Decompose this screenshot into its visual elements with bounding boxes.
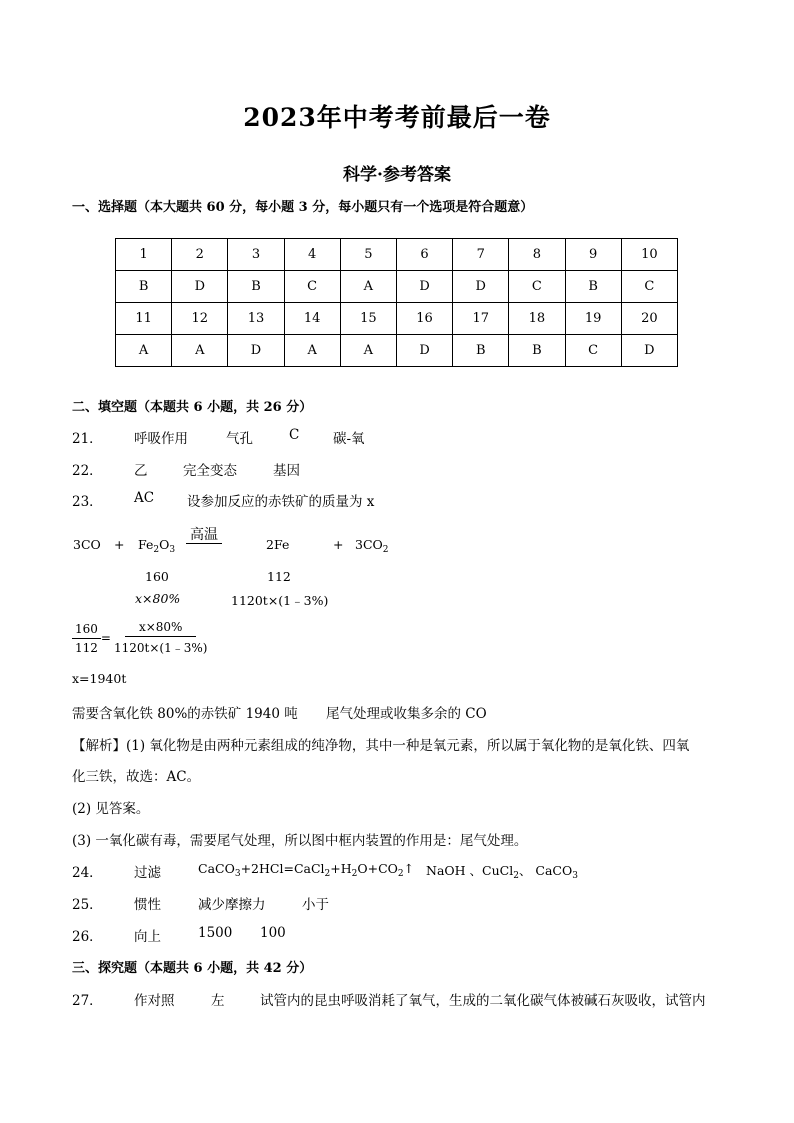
q26-answer-2: 1500 bbox=[198, 925, 233, 941]
answer-table-cell: 10 bbox=[621, 239, 677, 271]
eq24-arrow: ↑ bbox=[403, 861, 415, 876]
answer-table-cell: D bbox=[396, 335, 452, 367]
eq24-sub: 2 bbox=[324, 869, 331, 879]
fraction-right bbox=[111, 620, 210, 656]
answer-table-row bbox=[116, 271, 678, 303]
eq-plus-1: + bbox=[114, 537, 125, 552]
q22-answer-1: 乙 bbox=[134, 463, 148, 479]
q21-answer-4: 碳-氧 bbox=[333, 431, 365, 447]
eq24-part: +2HCl=CaCl bbox=[240, 861, 325, 876]
answer-table-cell: C bbox=[509, 271, 565, 303]
fe2o3-sub-3: 3 bbox=[169, 545, 176, 555]
answer-table-cell: 7 bbox=[453, 239, 509, 271]
section2-heading: 二、填空题（本题共 6 小题，共 26 分） bbox=[72, 400, 313, 415]
answer-table-row bbox=[116, 335, 678, 367]
q23-analysis-line-1: 【解析】(1) 氧化物是由两种元素组成的纯净物，其中一种是氧元素，所以属于氧化物的是氧化铁、四氧 bbox=[72, 738, 690, 754]
q22-answer-3: 基因 bbox=[273, 463, 300, 479]
q23-analysis-line-3: (2) 见答案。 bbox=[72, 801, 150, 817]
q24-answer-3 bbox=[426, 861, 578, 881]
molar-mass-fe: 112 bbox=[267, 569, 291, 584]
eq-product-fe: 2Fe bbox=[266, 537, 290, 552]
q22-answer-2: 完全变态 bbox=[183, 463, 237, 479]
answer-table-cell: 2 bbox=[172, 239, 228, 271]
q22-number: 22． bbox=[72, 463, 103, 479]
equals-sign: = bbox=[100, 631, 111, 645]
q24-number: 24． bbox=[72, 865, 103, 881]
answer-table-cell: 15 bbox=[340, 303, 396, 335]
answer-table-cell: 19 bbox=[565, 303, 621, 335]
eq24-sub: 2 bbox=[397, 869, 404, 879]
q23-answer-b: 尾气处理或收集多余的 CO bbox=[326, 706, 487, 722]
answer-table-cell: D bbox=[396, 271, 452, 303]
answer-table-cell: A bbox=[172, 335, 228, 367]
q27-answer-1: 作对照 bbox=[134, 993, 175, 1009]
answer-table-cell: C bbox=[284, 271, 340, 303]
eq24-part: O+CO bbox=[357, 861, 398, 876]
fraction-left-denominator: 112 bbox=[75, 640, 98, 655]
q25-answer-2: 减少摩擦力 bbox=[198, 897, 266, 913]
answer-table-cell: 17 bbox=[453, 303, 509, 335]
q23-number: 23． bbox=[72, 494, 103, 510]
q27-answer-3: 试管内的昆虫呼吸消耗了氧气，生成的二氧化碳气体被碱石灰吸收，试管内 bbox=[260, 993, 706, 1009]
answer-table-cell: 16 bbox=[396, 303, 452, 335]
answer-table-cell: 20 bbox=[621, 303, 677, 335]
answer-table-cell: 9 bbox=[565, 239, 621, 271]
answer-table-cell: A bbox=[116, 335, 172, 367]
eq-condition-high-temp: 高温 bbox=[190, 527, 218, 543]
mass-expression-ore: x×80% bbox=[135, 591, 181, 606]
molar-mass-fe2o3: 160 bbox=[145, 569, 169, 584]
answer-table-cell: 12 bbox=[172, 303, 228, 335]
answer-table-cell: 18 bbox=[509, 303, 565, 335]
fe2o3-o: O bbox=[159, 537, 170, 552]
q21-answer-2: 气孔 bbox=[226, 431, 253, 447]
q26-answer-3: 100 bbox=[260, 925, 286, 941]
q24-a3-sub: 2 bbox=[513, 871, 519, 881]
answer-table bbox=[115, 238, 678, 367]
eq24-part: CaCO bbox=[198, 861, 235, 876]
q24-answer-1: 过滤 bbox=[134, 865, 161, 881]
answer-table-cell: A bbox=[340, 271, 396, 303]
q24-a3-part: 、 CaCO bbox=[518, 863, 573, 878]
eq24-part: +H bbox=[330, 861, 352, 876]
eq-reaction-line bbox=[186, 543, 222, 544]
fraction-right-denominator: 1120t×(1﹣3%) bbox=[113, 641, 208, 655]
q21-number: 21． bbox=[72, 431, 103, 447]
eq-plus-2: + bbox=[333, 537, 344, 552]
eq-product-co2 bbox=[355, 537, 389, 555]
answer-table-cell: C bbox=[621, 271, 677, 303]
q25-answer-3: 小于 bbox=[302, 897, 329, 913]
q27-number: 27． bbox=[72, 993, 103, 1009]
answer-table-cell: 6 bbox=[396, 239, 452, 271]
answer-table-cell: B bbox=[228, 271, 284, 303]
answer-table-row bbox=[116, 239, 678, 271]
page-title: 2023年中考考前最后一卷 bbox=[243, 103, 551, 132]
answer-table-cell: A bbox=[340, 335, 396, 367]
eq24-sub: 3 bbox=[234, 869, 241, 879]
proportion-equation bbox=[72, 620, 210, 656]
fe2o3-sub-2: 2 bbox=[153, 545, 160, 555]
q25-answer-1: 惯性 bbox=[134, 897, 161, 913]
mass-expression-iron: 1120t×(1﹣3%) bbox=[231, 593, 329, 608]
q23-analysis-line-2: 化三铁，故选：AC。 bbox=[72, 769, 201, 785]
eq-reactant-co: 3CO bbox=[73, 537, 101, 552]
answer-table-cell: D bbox=[172, 271, 228, 303]
co2-sub-2: 2 bbox=[382, 545, 389, 555]
eq24-sub: 2 bbox=[351, 869, 358, 879]
answer-table-cell: 14 bbox=[284, 303, 340, 335]
answer-table-cell: B bbox=[565, 271, 621, 303]
fraction-left-numerator: 160 bbox=[72, 622, 101, 639]
q25-number: 25． bbox=[72, 897, 103, 913]
q24-a3-part: NaOH 、CuCl bbox=[426, 863, 514, 878]
q23-answer-a: 需要含氧化铁 80%的赤铁矿 1940 吨 bbox=[72, 706, 298, 722]
q23-analysis-line-4: (3) 一氧化碳有毒，需要尾气处理，所以图中框内装置的作用是：尾气处理。 bbox=[72, 833, 528, 849]
fraction-left bbox=[72, 622, 101, 655]
answer-table-cell: 1 bbox=[116, 239, 172, 271]
answer-table-cell: 13 bbox=[228, 303, 284, 335]
answer-table-cell: D bbox=[453, 271, 509, 303]
co2-co: 3CO bbox=[355, 537, 383, 552]
answer-table-cell: 5 bbox=[340, 239, 396, 271]
q23-answer-1: AC bbox=[134, 490, 155, 506]
page-subtitle: 科学·参考答案 bbox=[343, 165, 451, 185]
answer-table-cell: D bbox=[621, 335, 677, 367]
answer-table-cell: B bbox=[116, 271, 172, 303]
answer-table-cell: 4 bbox=[284, 239, 340, 271]
answer-table-cell: B bbox=[453, 335, 509, 367]
answer-table-cell: C bbox=[565, 335, 621, 367]
eq-reactant-fe2o3 bbox=[138, 537, 175, 555]
q24-a3-sub: 3 bbox=[572, 871, 578, 881]
answer-table-cell: D bbox=[228, 335, 284, 367]
q24-equation bbox=[198, 861, 414, 879]
q26-number: 26． bbox=[72, 929, 103, 945]
answer-table-cell: 11 bbox=[116, 303, 172, 335]
answer-table-cell: B bbox=[509, 335, 565, 367]
section1-heading: 一、选择题（本大题共 60 分，每小题 3 分，每小题只有一个选项是符合题意） bbox=[72, 200, 534, 215]
q23-setup-text: 设参加反应的赤铁矿的质量为 x bbox=[187, 494, 375, 510]
fraction-right-numerator: x×80% bbox=[125, 620, 197, 637]
result-x: x=1940t bbox=[72, 671, 127, 686]
q27-answer-2: 左 bbox=[211, 993, 225, 1009]
q21-answer-3: C bbox=[289, 427, 300, 443]
answer-table-cell: 8 bbox=[509, 239, 565, 271]
answer-table-row bbox=[116, 303, 678, 335]
fe2o3-fe: Fe bbox=[138, 537, 154, 552]
section3-heading: 三、探究题（本题共 6 小题，共 42 分） bbox=[72, 961, 313, 976]
answer-table-cell: A bbox=[284, 335, 340, 367]
q26-answer-1: 向上 bbox=[134, 929, 161, 945]
q21-answer-1: 呼吸作用 bbox=[134, 431, 188, 447]
answer-table-cell: 3 bbox=[228, 239, 284, 271]
